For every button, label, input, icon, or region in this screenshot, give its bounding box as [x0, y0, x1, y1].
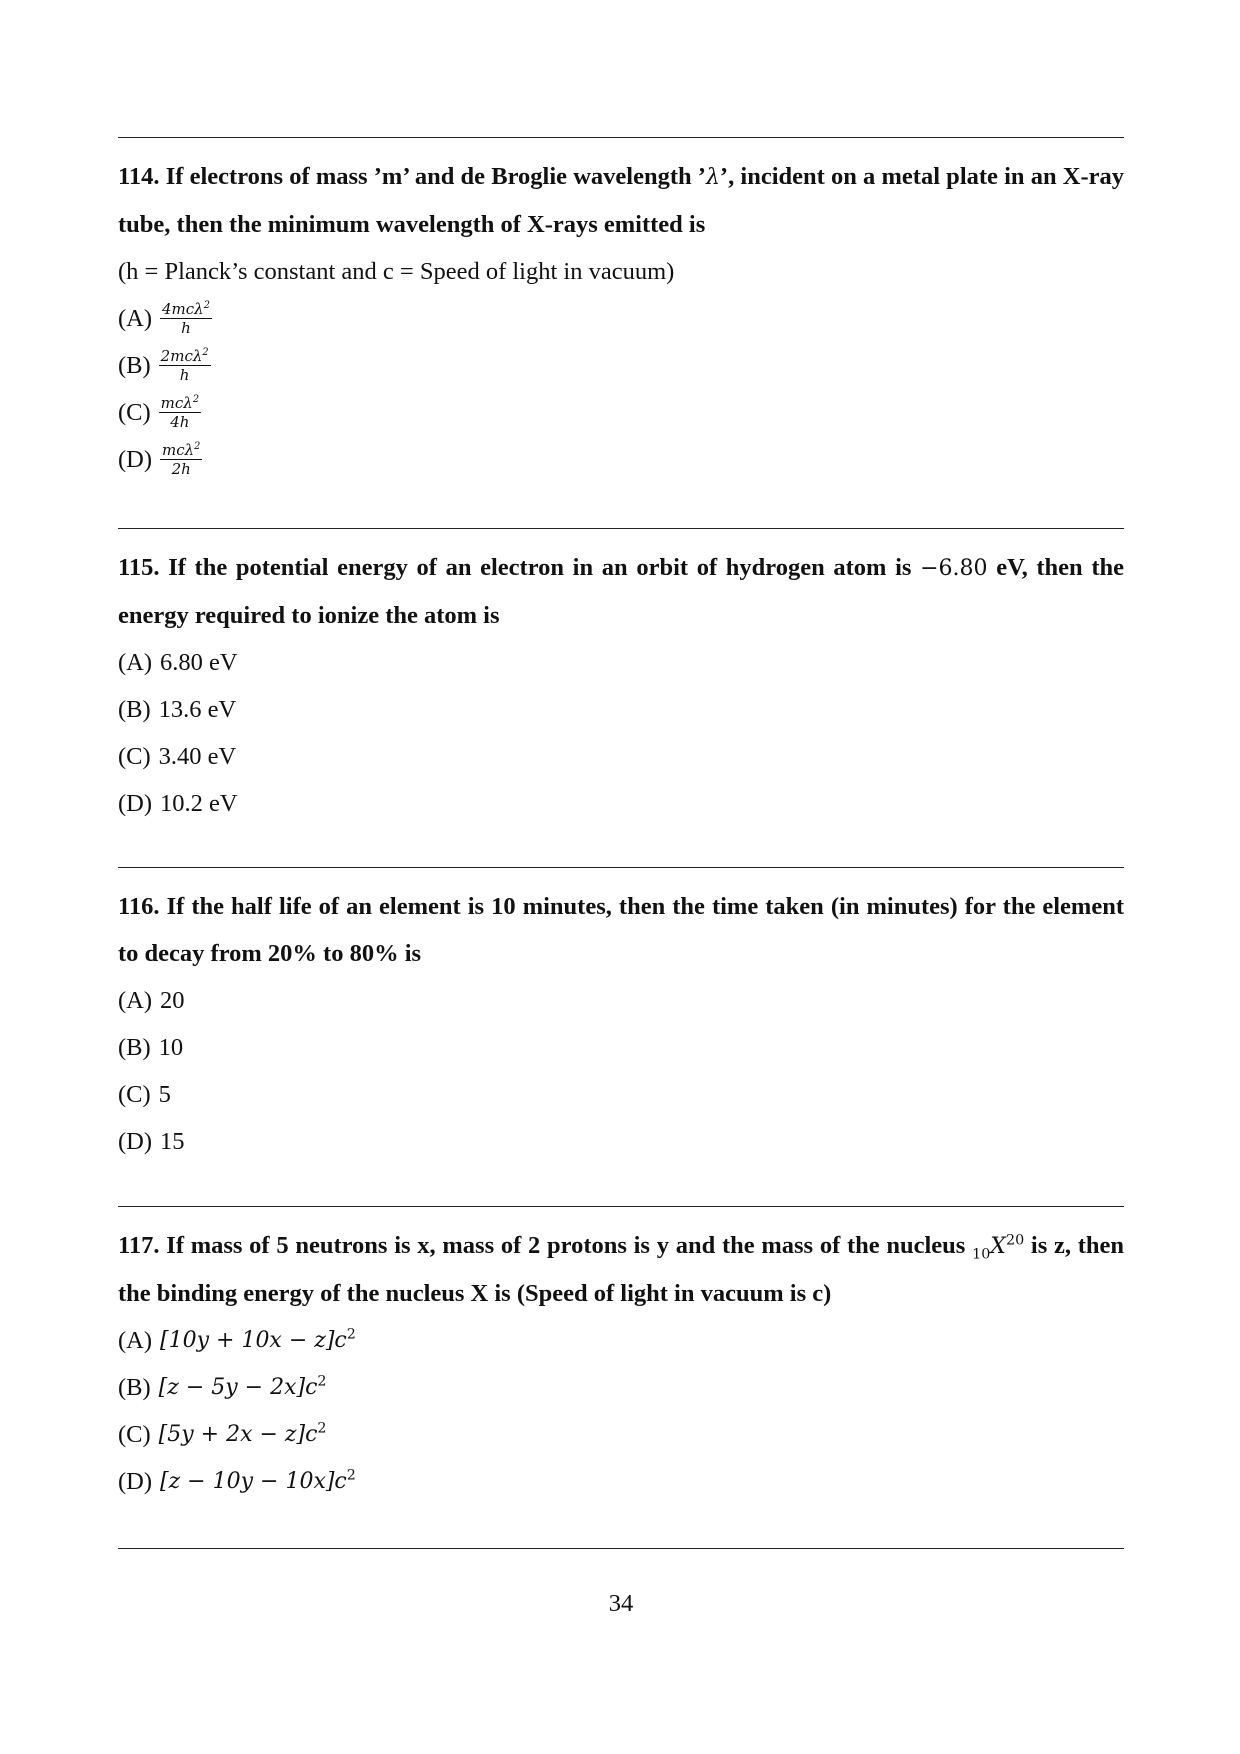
exponent: 2 — [346, 1467, 356, 1484]
question-stem — [118, 1222, 1124, 1317]
question-114 — [118, 153, 1124, 483]
option-letter: (B) — [118, 696, 151, 723]
option-letter: (B) — [118, 1374, 151, 1401]
option-expression — [159, 1364, 327, 1411]
mass-number: 20 — [1005, 1232, 1025, 1249]
option-text: 10.2 eV — [160, 790, 238, 817]
exponent: 2 — [317, 1420, 327, 1437]
exponent: 2 — [203, 300, 210, 311]
denominator: h — [181, 319, 191, 337]
numerator: 4mcλ — [162, 300, 204, 318]
stem-text: If mass of 5 neutrons is x, mass of 2 protons is y and the mass of the nucleus — [166, 1232, 966, 1259]
option-text: 5 — [158, 1081, 171, 1108]
option-c — [118, 1071, 1124, 1118]
question-note: (h = Planck’s constant and c = Speed of light in vacuum) — [118, 258, 675, 285]
divider-rule — [118, 867, 1124, 868]
option-c — [118, 1411, 1124, 1458]
exponent: 2 — [346, 1326, 356, 1343]
exponent: 2 — [194, 441, 201, 452]
question-stem — [118, 883, 1124, 977]
option-letter: (B) — [118, 352, 151, 379]
question-stem — [118, 153, 1124, 248]
lambda-symbol: λ — [705, 165, 720, 190]
stem-text: If the half life of an element is 10 minutes, then the time taken (in minutes) for the element to decay from 20% to 80% is — [118, 893, 1124, 967]
denominator: h — [179, 366, 190, 384]
question-number: 116. — [118, 893, 160, 920]
option-b — [118, 1024, 1124, 1071]
divider-rule — [118, 1206, 1124, 1207]
fraction — [160, 442, 202, 477]
option-b — [118, 1364, 1124, 1411]
option-text: 10 — [158, 1034, 184, 1061]
option-letter: (D) — [118, 1468, 153, 1495]
option-letter: (C) — [118, 1421, 151, 1448]
nucleus-notation — [972, 1232, 1025, 1263]
option-letter: (B) — [118, 1034, 151, 1061]
energy-value: −6.80 — [920, 556, 988, 581]
option-text: 13.6 eV — [158, 696, 237, 723]
exam-page — [118, 0, 1124, 1754]
option-letter: (D) — [118, 1128, 153, 1155]
numerator: mcλ — [162, 441, 195, 459]
option-expression — [159, 1411, 327, 1458]
option-letter: (A) — [118, 1327, 153, 1354]
question-number: 115. — [118, 554, 160, 581]
option-letter: (D) — [118, 446, 153, 473]
option-a — [118, 977, 1124, 1024]
option-letter: (A) — [118, 305, 153, 332]
stem-text: If electrons of mass ’m’ and de Broglie wavelength ’ — [165, 163, 706, 190]
option-letter: (D) — [118, 790, 153, 817]
fraction — [160, 301, 212, 336]
divider-rule — [118, 528, 1124, 529]
option-c — [118, 389, 1124, 436]
question-number: 117. — [118, 1232, 160, 1259]
numerator: mcλ — [160, 394, 193, 412]
expression-text: [z − 5y − 2x]c — [158, 1375, 318, 1400]
option-a — [118, 295, 1124, 342]
expression-text: [10y + 10x − z]c — [160, 1328, 347, 1353]
option-a — [118, 1317, 1124, 1364]
stem-text: is z, then the binding energy of the nucleus X is (Speed of light in vacuum is c) — [118, 1232, 1125, 1307]
numerator: 2mcλ — [160, 347, 203, 365]
option-d — [118, 1118, 1124, 1165]
option-letter: (A) — [118, 987, 153, 1014]
page-number: 34 — [608, 1590, 634, 1617]
option-b — [118, 342, 1124, 389]
divider-rule — [118, 137, 1124, 138]
option-letter: (A) — [118, 649, 153, 676]
expression-text: [5y + 2x − z]c — [158, 1422, 318, 1447]
stem-text: ’, incident on a metal plate in an X-ray tube, then the minimum wavelength of X-rays emitted is — [118, 163, 1125, 238]
denominator: 4h — [170, 413, 190, 431]
option-letter: (C) — [118, 399, 151, 426]
option-letter: (C) — [118, 1081, 151, 1108]
stem-text: If the potential energy of an electron in an orbit of hydrogen atom is — [168, 554, 912, 581]
denominator: 2h — [171, 460, 191, 478]
fraction — [159, 348, 211, 383]
question-115 — [118, 544, 1124, 827]
option-a — [118, 639, 1124, 686]
exponent: 2 — [192, 394, 200, 405]
option-c — [118, 733, 1124, 780]
option-expression — [160, 1317, 356, 1364]
question-116 — [118, 883, 1124, 1165]
option-letter: (C) — [118, 743, 151, 770]
option-d — [118, 1458, 1124, 1505]
option-text: 3.40 eV — [158, 743, 237, 770]
question-stem — [118, 544, 1124, 639]
option-text: 6.80 eV — [160, 649, 238, 676]
nucleus-symbol: X — [990, 1234, 1006, 1259]
atomic-number: 10 — [972, 1246, 991, 1263]
question-number: 114. — [118, 163, 160, 190]
fraction — [159, 395, 201, 430]
exponent: 2 — [202, 347, 209, 358]
expression-text: [z − 10y − 10x]c — [160, 1469, 347, 1494]
exponent: 2 — [317, 1373, 327, 1390]
option-expression — [160, 1458, 356, 1505]
option-text: 20 — [160, 987, 185, 1014]
option-b — [118, 686, 1124, 733]
option-d — [118, 780, 1124, 827]
question-117 — [118, 1222, 1124, 1505]
option-d — [118, 436, 1124, 483]
stem-text: eV, then the energy required to ionize the atom is — [118, 554, 1125, 629]
option-text: 15 — [160, 1128, 185, 1155]
divider-rule — [118, 1548, 1124, 1549]
